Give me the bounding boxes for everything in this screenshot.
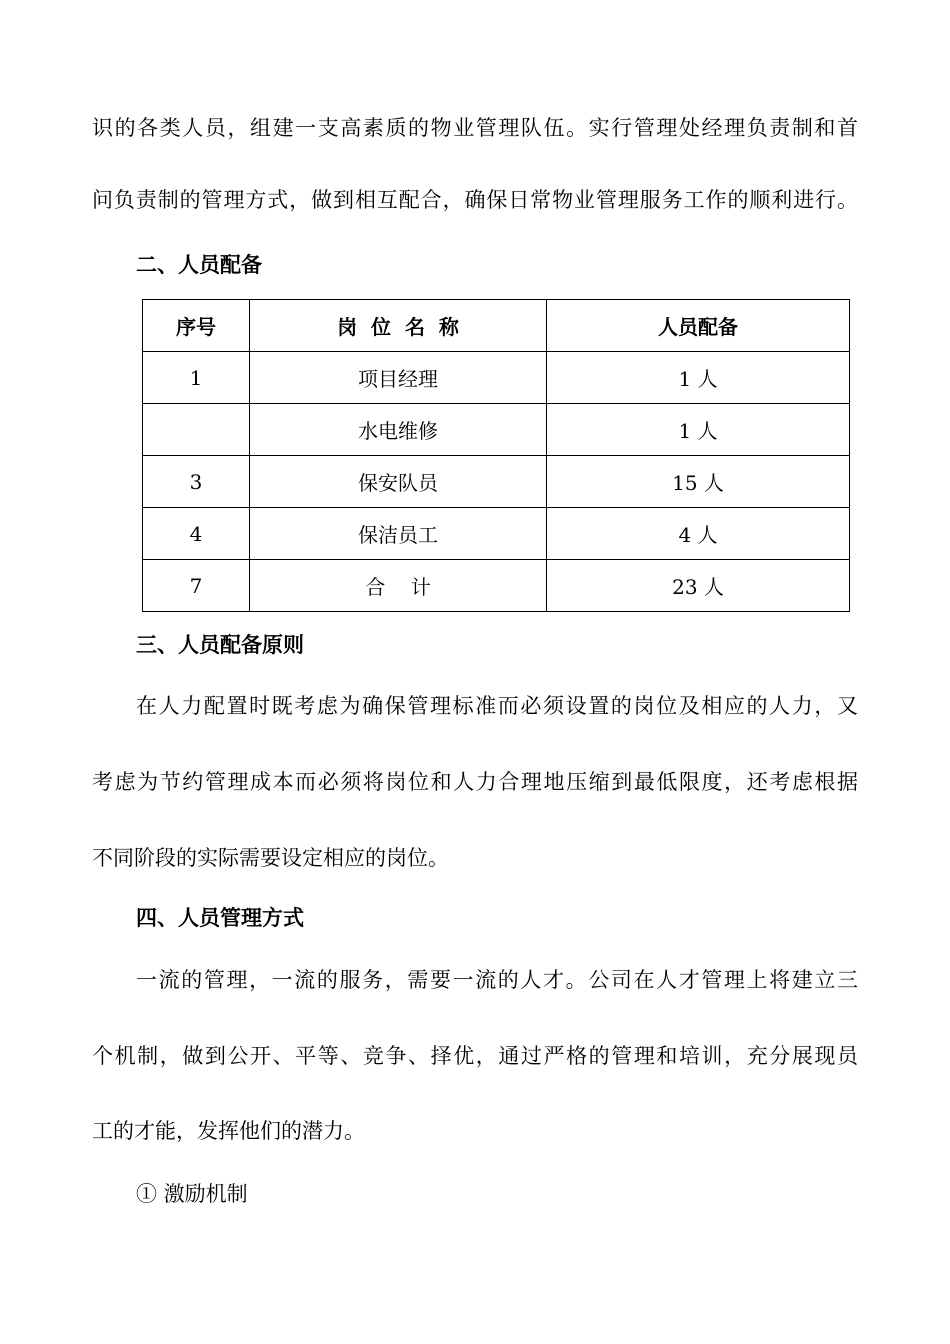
table-row <box>143 404 850 456</box>
principles-paragraph-line-1: 在人力配置时既考虑为确保管理标准而必须设置的岗位及相应的人力，又 <box>136 694 858 718</box>
staffing-table <box>142 299 850 612</box>
cell-position-name: 合 计 <box>250 560 547 612</box>
intro-paragraph-line-2: 问负责制的管理方式，做到相互配合，确保日常物业管理服务工作的顺利进行。 <box>92 188 858 212</box>
management-paragraph-line-2: 个机制，做到公开、平等、竞争、择优，通过严格的管理和培训，充分展现员 <box>92 1044 858 1068</box>
management-paragraph-line-3: 工的才能，发挥他们的潜力。 <box>92 1119 365 1143</box>
cell-staff-count: 1 人 <box>547 352 850 404</box>
header-staff-count: 人员配备 <box>547 300 850 352</box>
cell-position-name: 项目经理 <box>250 352 547 404</box>
list-item-incentive-mechanism: ① 激励机制 <box>136 1182 248 1206</box>
cell-serial-number: 1 <box>143 352 250 404</box>
table-row <box>143 456 850 508</box>
cell-staff-count: 23 人 <box>547 560 850 612</box>
table-row <box>143 508 850 560</box>
cell-staff-count: 1 人 <box>547 404 850 456</box>
section-heading-staff-management: 四、人员管理方式 <box>136 906 304 930</box>
cell-position-name: 水电维修 <box>250 404 547 456</box>
cell-serial-number: 7 <box>143 560 250 612</box>
cell-staff-count: 4 人 <box>547 508 850 560</box>
cell-position-name: 保安队员 <box>250 456 547 508</box>
cell-staff-count: 15 人 <box>547 456 850 508</box>
section-heading-staffing: 二、人员配备 <box>136 253 262 277</box>
table-header-row <box>143 300 850 352</box>
cell-serial-number <box>143 404 250 456</box>
management-paragraph-line-1: 一流的管理，一流的服务，需要一流的人才。公司在人才管理上将建立三 <box>136 968 858 992</box>
cell-serial-number: 3 <box>143 456 250 508</box>
principles-paragraph-line-3: 不同阶段的实际需要设定相应的岗位。 <box>92 846 449 870</box>
principles-paragraph-line-2: 考虑为节约管理成本而必须将岗位和人力合理地压缩到最低限度，还考虑根据 <box>92 770 858 794</box>
header-serial-number: 序号 <box>143 300 250 352</box>
section-heading-staffing-principles: 三、人员配备原则 <box>136 633 304 657</box>
intro-paragraph-line-1: 识的各类人员，组建一支高素质的物业管理队伍。实行管理处经理负责制和首 <box>92 116 858 140</box>
table-row <box>143 352 850 404</box>
header-position-name: 岗 位 名 称 <box>250 300 547 352</box>
cell-serial-number: 4 <box>143 508 250 560</box>
cell-position-name: 保洁员工 <box>250 508 547 560</box>
table-row-total <box>143 560 850 612</box>
